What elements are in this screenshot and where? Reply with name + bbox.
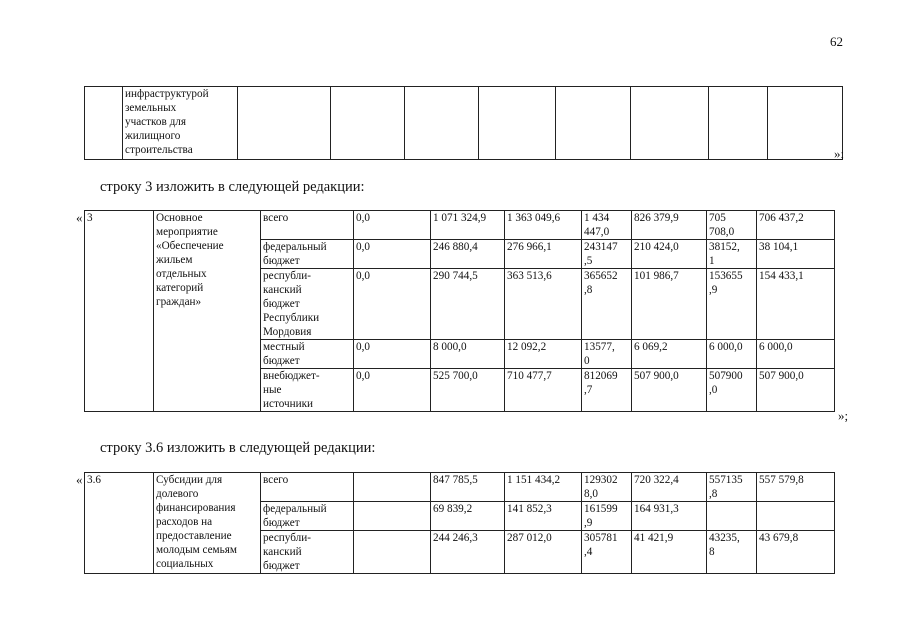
- opening-quote: «: [76, 472, 83, 487]
- cell-source: внебюджет- ные источники: [261, 369, 354, 412]
- cell: 6 069,2: [632, 340, 707, 369]
- cell: 826 379,9: [632, 211, 707, 240]
- cell: [707, 502, 757, 531]
- closing-quote: »;: [838, 408, 849, 423]
- table-row-3: [84, 210, 835, 412]
- cell: 0,0: [354, 269, 431, 340]
- cell: 243147 ,5: [582, 240, 632, 269]
- cell: 38152, 1: [707, 240, 757, 269]
- cell-name: инфраструктурой земельных участков для жилищного строительства: [123, 87, 238, 160]
- cell: 0,0: [354, 211, 431, 240]
- cell: 507900 ,0: [707, 369, 757, 412]
- cell: 8 000,0: [431, 340, 505, 369]
- cell: 812069 ,7: [582, 369, 632, 412]
- cell: 507 900,0: [757, 369, 835, 412]
- opening-quote: «: [76, 210, 83, 225]
- cell: 69 839,2: [431, 502, 505, 531]
- cell: 365652 ,8: [582, 269, 632, 340]
- cell: 13577, 0: [582, 340, 632, 369]
- table-row: [85, 473, 835, 502]
- cell-source: республи- канский бюджет: [261, 531, 354, 574]
- table-row: [85, 211, 835, 240]
- cell: 164 931,3: [632, 502, 707, 531]
- cell: [479, 87, 556, 160]
- cell: 1 434 447,0: [582, 211, 632, 240]
- cell-source: местный бюджет: [261, 340, 354, 369]
- cell: 244 246,3: [431, 531, 505, 574]
- heading-row-3: строку 3 изложить в следующей редакции:: [100, 179, 365, 195]
- cell: 153655 ,9: [707, 269, 757, 340]
- cell: 38 104,1: [757, 240, 835, 269]
- cell-number: 3: [85, 211, 154, 412]
- cell: 557 579,8: [757, 473, 835, 502]
- cell: [405, 87, 479, 160]
- cell-source: всего: [261, 211, 354, 240]
- cell: 287 012,0: [505, 531, 582, 574]
- cell: 12 092,2: [505, 340, 582, 369]
- cell-source: республи- канский бюджет Республики Мордовия: [261, 269, 354, 340]
- cell: 1 071 324,9: [431, 211, 505, 240]
- cell-source: федеральный бюджет: [261, 502, 354, 531]
- cell: [709, 87, 768, 160]
- cell: 0,0: [354, 369, 431, 412]
- cell: 720 322,4: [632, 473, 707, 502]
- cell-name: Субсидии для долевого финансирования расходов на предоставление молодым семьям социальных: [154, 473, 261, 574]
- heading-row-3-6: строку 3.6 изложить в следующей редакции:: [100, 440, 376, 456]
- cell: 525 700,0: [431, 369, 505, 412]
- page-number: 62: [830, 34, 843, 49]
- cell: 154 433,1: [757, 269, 835, 340]
- table-row: [85, 87, 843, 160]
- cell: 305781 ,4: [582, 531, 632, 574]
- cell: 557135 ,8: [707, 473, 757, 502]
- cell: [354, 473, 431, 502]
- table-row-3-6: [84, 472, 835, 574]
- cell: 41 421,9: [632, 531, 707, 574]
- cell: [354, 531, 431, 574]
- cell: 0,0: [354, 240, 431, 269]
- cell: [354, 502, 431, 531]
- cell: 0,0: [354, 340, 431, 369]
- cell: 705 708,0: [707, 211, 757, 240]
- cell: 847 785,5: [431, 473, 505, 502]
- cell-name: Основное мероприятие «Обеспечение жильем отдельных категорий граждан»: [154, 211, 261, 412]
- cell: 210 424,0: [632, 240, 707, 269]
- cell: 706 437,2: [757, 211, 835, 240]
- cell: [331, 87, 405, 160]
- cell: [768, 87, 843, 160]
- cell: 129302 8,0: [582, 473, 632, 502]
- cell: 507 900,0: [632, 369, 707, 412]
- cell: 710 477,7: [505, 369, 582, 412]
- cell: 161599 ,9: [582, 502, 632, 531]
- cell-number: 3.6: [85, 473, 154, 574]
- cell: [238, 87, 331, 160]
- cell: 1 151 434,2: [505, 473, 582, 502]
- cell: [85, 87, 123, 160]
- cell: 6 000,0: [757, 340, 835, 369]
- cell: 6 000,0: [707, 340, 757, 369]
- cell: [556, 87, 631, 160]
- cell: 141 852,3: [505, 502, 582, 531]
- cell: 246 880,4: [431, 240, 505, 269]
- cell: [757, 502, 835, 531]
- cell: 290 744,5: [431, 269, 505, 340]
- table-fragment-top: [84, 86, 843, 160]
- cell-source: федеральный бюджет: [261, 240, 354, 269]
- cell: 43235, 8: [707, 531, 757, 574]
- cell-source: всего: [261, 473, 354, 502]
- closing-quote: »;: [834, 146, 845, 161]
- cell: 276 966,1: [505, 240, 582, 269]
- cell: 1 363 049,6: [505, 211, 582, 240]
- cell: 101 986,7: [632, 269, 707, 340]
- cell: 43 679,8: [757, 531, 835, 574]
- cell: [631, 87, 709, 160]
- cell: 363 513,6: [505, 269, 582, 340]
